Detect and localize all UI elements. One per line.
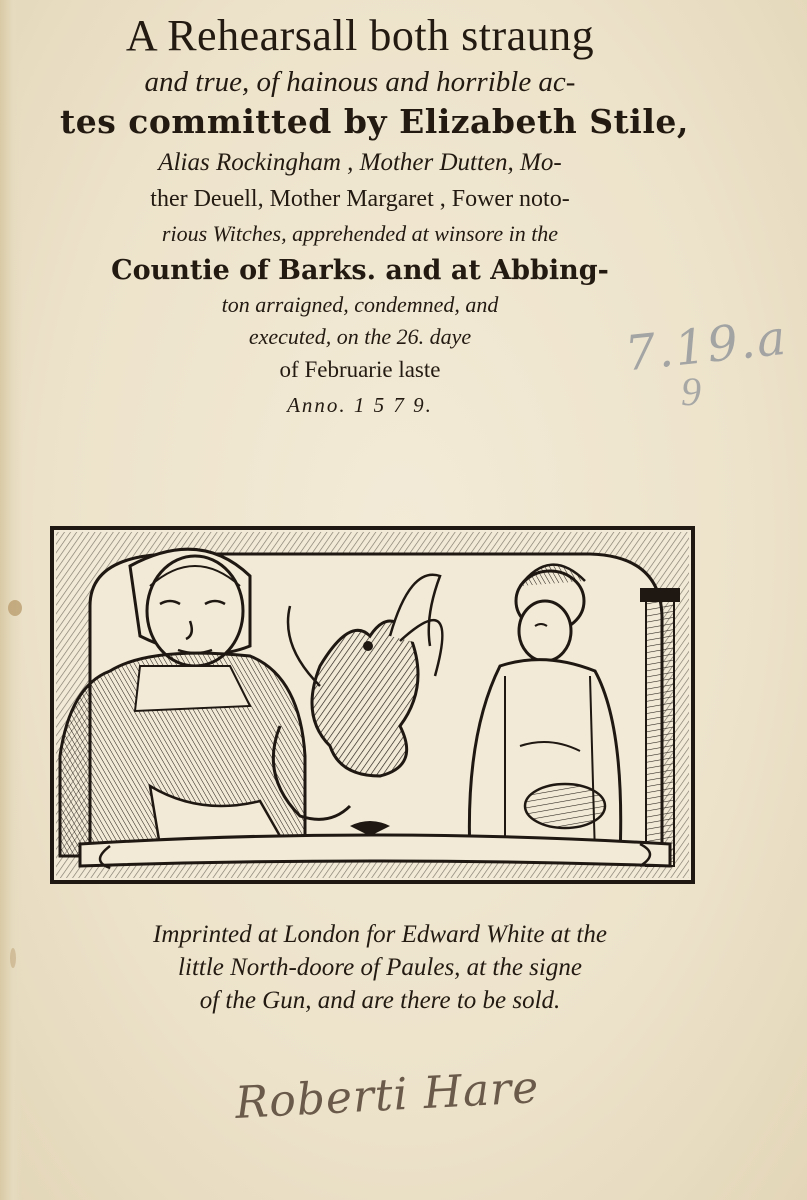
imprint-block bbox=[80, 922, 680, 1021]
title-line: ther Deuell, Mother Margaret , Fower noto- bbox=[150, 186, 570, 212]
woodcut-illustration-icon bbox=[50, 526, 695, 884]
title-line: ton arraigned, condemned, and bbox=[221, 292, 499, 317]
pencil-shelfmark bbox=[585, 309, 805, 448]
date-line: Anno. 1 5 7 9. bbox=[287, 393, 433, 417]
imprint-line: of the Gun, and are there to be sold. bbox=[199, 987, 561, 1014]
imprint-line: little North-doore of Paules, at the signe bbox=[178, 954, 582, 981]
title-line: Alias Rockingham , Mother Dutten, Mo- bbox=[158, 149, 562, 176]
paper-stain bbox=[8, 600, 22, 616]
title-line: Countie of Barks. and at Abbing- bbox=[111, 255, 609, 286]
imprint-line: Imprinted at London for Edward White at the bbox=[153, 921, 607, 948]
signature-text: Roberti Hare bbox=[233, 1062, 541, 1129]
shelfmark-text: 7.19.a bbox=[622, 309, 791, 383]
title-line: and true, of hainous and horrible ac- bbox=[144, 66, 576, 98]
title-line: of Februarie laste bbox=[279, 357, 441, 382]
title-line: A Rehearsall both straung bbox=[125, 11, 595, 60]
owner-signature bbox=[195, 1064, 615, 1144]
paper-stain bbox=[10, 948, 16, 968]
title-line: executed, on the 26. daye bbox=[248, 324, 472, 349]
title-line: tes committed by Elizabeth Stile, bbox=[60, 102, 689, 141]
title-line: rious Witches, apprehended at winsore in the bbox=[161, 221, 559, 246]
woodcut-illustration bbox=[50, 526, 695, 884]
shelfmark-sub: 9 bbox=[681, 369, 701, 414]
title-block bbox=[60, 11, 689, 417]
